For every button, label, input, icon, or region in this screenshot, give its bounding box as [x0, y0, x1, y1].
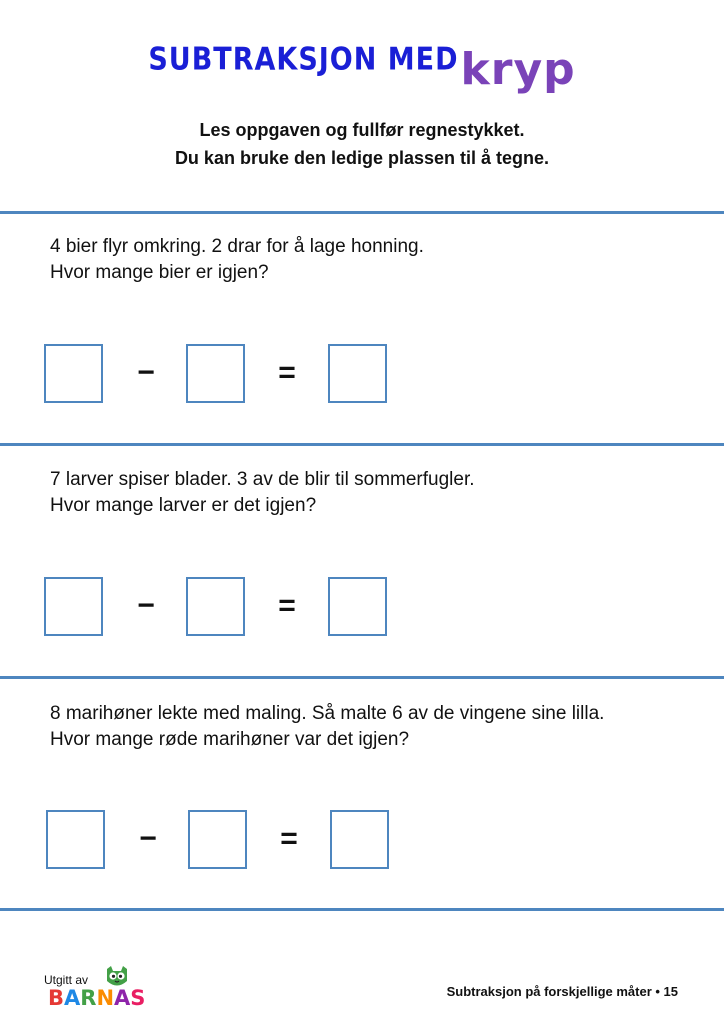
minus-sign: − [137, 356, 155, 389]
equals-sign: = [278, 589, 296, 622]
problem-3-line-1: 8 marihøner lekte med maling. Så malte 6 av de vingene sine lilla. [50, 703, 605, 724]
answer-box-difference[interactable] [328, 577, 387, 636]
brand-letter: A [114, 986, 131, 1010]
minus-sign: − [139, 822, 157, 855]
problem-1-line-1: 4 bier flyr omkring. 2 drar for å lage honning. [50, 236, 424, 257]
answer-box-difference[interactable] [330, 810, 389, 869]
brand-name [48, 986, 145, 1011]
problem-1-equation [44, 344, 404, 408]
section-divider [0, 211, 724, 214]
problem-1-text [50, 234, 710, 286]
instructions [0, 116, 724, 172]
published-by-label: Utgitt av [44, 973, 89, 987]
page-title [0, 38, 724, 95]
problem-2-text [50, 467, 710, 519]
problem-3-line-2: Hvor mange røde marihøner var det igjen? [50, 729, 410, 750]
problem-3-text [50, 701, 710, 753]
publisher-logo [44, 965, 184, 1015]
answer-box-minuend[interactable] [44, 344, 103, 403]
title-accent-text: kryp [460, 44, 576, 95]
brand-letter: N [96, 986, 115, 1010]
answer-box-subtrahend[interactable] [188, 810, 247, 869]
problem-1-line-2: Hvor mange bier er igjen? [50, 262, 269, 283]
brand-letter: S [130, 986, 146, 1010]
section-divider [0, 676, 724, 679]
answer-box-subtrahend[interactable] [186, 577, 245, 636]
page-footer-label: Subtraksjon på forskjellige måter • 15 [446, 984, 678, 999]
equals-sign: = [278, 356, 296, 389]
instruction-line-1: Les oppgaven og fullfør regnestykket. [199, 120, 525, 140]
answer-box-minuend[interactable] [46, 810, 105, 869]
minus-sign: − [137, 589, 155, 622]
equals-sign: = [280, 822, 298, 855]
brand-letter: R [80, 986, 97, 1010]
problem-2-line-1: 7 larver spiser blader. 3 av de blir til sommerfugler. [50, 469, 475, 490]
brand-letter: B [48, 986, 65, 1010]
answer-box-minuend[interactable] [44, 577, 103, 636]
section-divider [0, 908, 724, 911]
problem-2-line-2: Hvor mange larver er det igjen? [50, 495, 317, 516]
problem-2-equation [44, 577, 404, 641]
section-divider [0, 443, 724, 446]
answer-box-subtrahend[interactable] [186, 344, 245, 403]
answer-box-difference[interactable] [328, 344, 387, 403]
instruction-line-2: Du kan bruke den ledige plassen til å tegne. [174, 148, 550, 168]
brand-letter: A [64, 986, 81, 1010]
title-main-text: SUBTRAKSJON MED [148, 41, 459, 78]
problem-3-equation [46, 810, 406, 874]
